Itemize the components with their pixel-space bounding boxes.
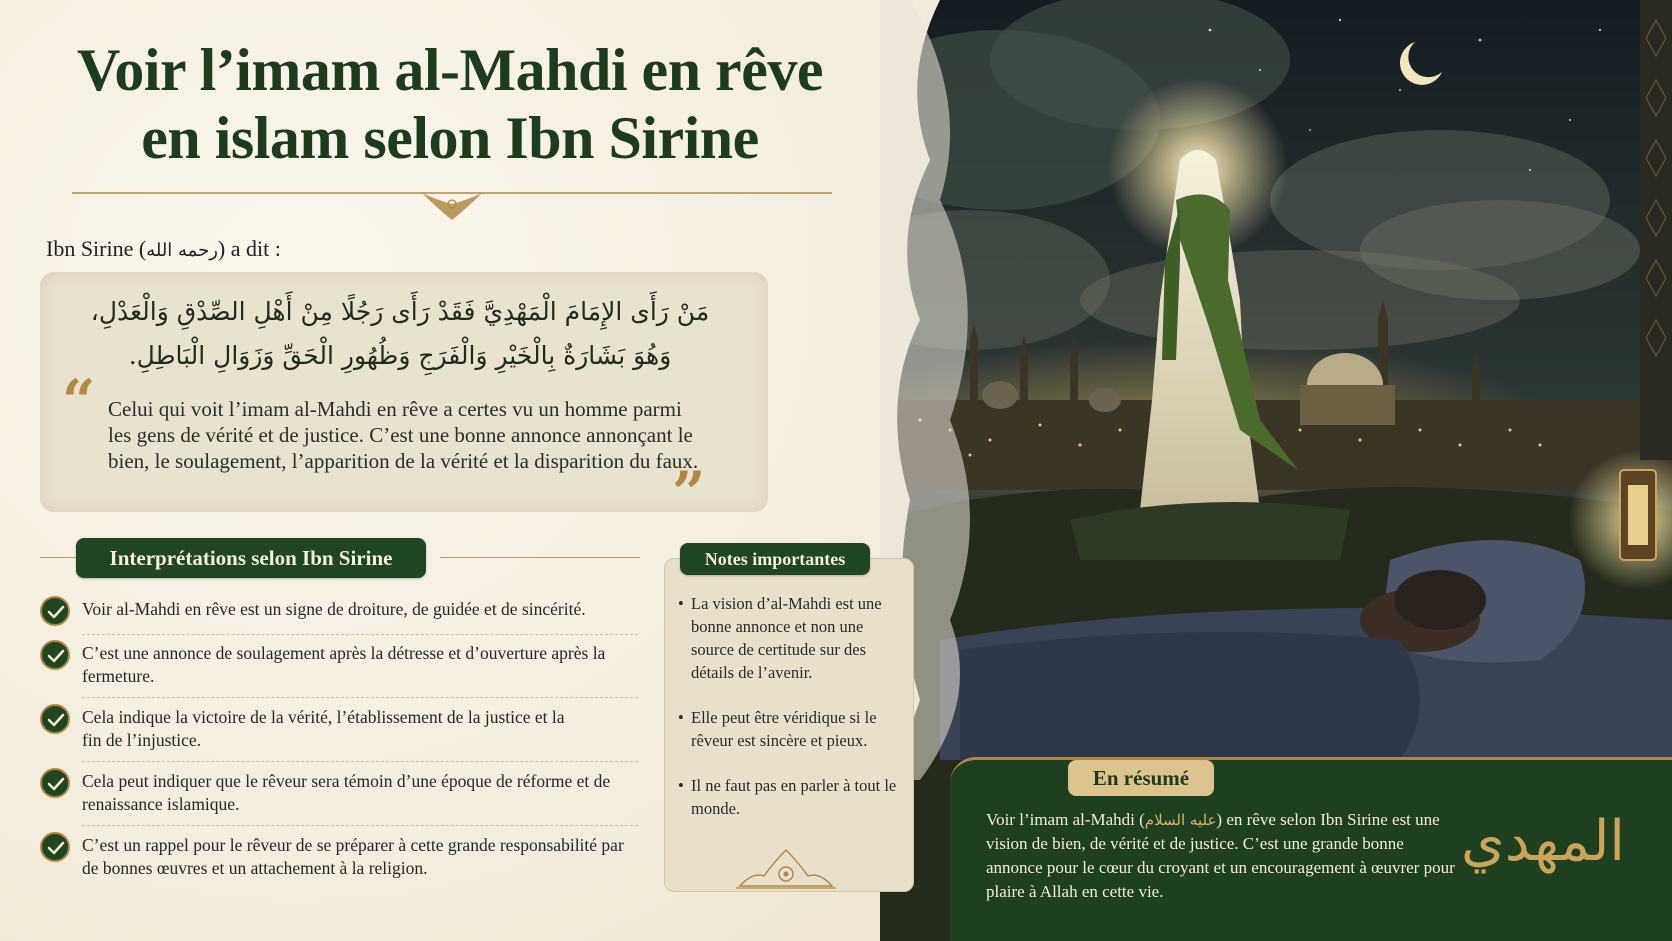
note-item xyxy=(678,592,908,684)
item-divider xyxy=(82,825,638,826)
note-bullet: • xyxy=(678,594,684,613)
intro-arabic: رحمه الله xyxy=(146,240,218,261)
close-quote-icon: ” xyxy=(672,459,706,527)
item-divider xyxy=(82,634,638,635)
summary-arabic: عليه السلام xyxy=(1144,811,1217,829)
summary-text-before: Voir l’imam al-Mahdi ( xyxy=(986,810,1145,829)
arabic-quote-line-1: مَنْ رَأَى الإِمَامَ الْمَهْدِيَّ فَقَدْ رَأَى رَجُلًا مِنْ أَهْلِ الصِّدْقِ وَالْعَدْلِ، xyxy=(90,297,710,326)
note-text: Il ne faut pas en parler à tout le monde. xyxy=(691,776,897,818)
check-icon xyxy=(40,596,70,626)
title-line-1: Voir l’imam al-Mahdi en rêve xyxy=(77,37,823,103)
check-icon xyxy=(40,640,70,670)
note-item xyxy=(678,706,908,752)
interpretation-text: Cela indique la victoire de la vérité, l’établissement de la justice et la fin de l’injustice. xyxy=(82,707,565,750)
summary-text xyxy=(986,808,1456,904)
quote-translation: Celui qui voit l’imam al-Mahdi en rêve a certes vu un homme parmi les gens de vérité et de justice. C’est une bonne annonce annonçant le bien, le soulagement, l’apparition de la vérité et la disparition du faux. xyxy=(108,397,699,473)
note-bullet: • xyxy=(678,708,684,727)
arabic-quote xyxy=(70,290,730,378)
note-text: Elle peut être véridique si le rêveur est sincère et pieux. xyxy=(691,708,877,750)
interpretation-text: C’est un rappel pour le rêveur de se préparer à cette grande responsabilité par de bonnes œuvres et un attachement à la religion. xyxy=(82,835,624,878)
page-title xyxy=(40,36,860,172)
intro-attribution xyxy=(46,236,281,262)
intro-prefix: Ibn Sirine ( xyxy=(46,236,147,261)
arabic-quote-line-2: وَهُوَ بَشَارَةٌ بِالْخَيْرِ وَالْفَرَجِ وَظُهُورِ الْحَقِّ وَزَوَالِ الْبَاطِلِ. xyxy=(128,341,672,370)
note-text: La vision d’al-Mahdi est une bonne annonce et non une source de certitude sur des détails de l’avenir. xyxy=(691,594,882,682)
item-divider xyxy=(82,697,638,698)
section-line-right xyxy=(440,557,640,558)
check-icon xyxy=(40,704,70,734)
intro-suffix: ) a dit : xyxy=(217,236,281,261)
interpretation-text: Cela peut indiquer que le rêveur sera témoin d’une époque de réforme et de renaissance islamique. xyxy=(82,771,611,814)
interpretation-text: Voir al-Mahdi en rêve est un signe de droiture, de guidée et de sincérité. xyxy=(82,599,586,619)
note-bullet: • xyxy=(678,776,684,795)
section-line-left xyxy=(40,557,76,558)
interpretation-text: C’est une annonce de soulagement après la détresse et d’ouverture après la fermeture. xyxy=(82,643,606,686)
interpretations-heading: Interprétations selon Ibn Sirine xyxy=(76,538,426,578)
note-item xyxy=(678,774,908,820)
open-quote-icon: “ xyxy=(62,367,96,435)
check-icon xyxy=(40,768,70,798)
title-divider xyxy=(72,190,832,230)
al-mahdi-calligraphy: المهدي xyxy=(1460,809,1625,874)
title-line-2: en islam selon Ibn Sirine xyxy=(141,105,759,171)
item-divider xyxy=(82,761,638,762)
floral-ornament-icon xyxy=(736,846,836,892)
notes-heading: Notes importantes xyxy=(680,543,870,575)
check-icon xyxy=(40,832,70,862)
summary-heading: En résumé xyxy=(1068,760,1214,796)
summary-text-after: ) en rêve selon Ibn Sirine est une vision de bien, de vérité et de justice. C’est une grande bonne annonce pour le cœur du croyant et un encouragement à œuvrer pour plaire à Allah en cette vie. xyxy=(986,810,1455,901)
